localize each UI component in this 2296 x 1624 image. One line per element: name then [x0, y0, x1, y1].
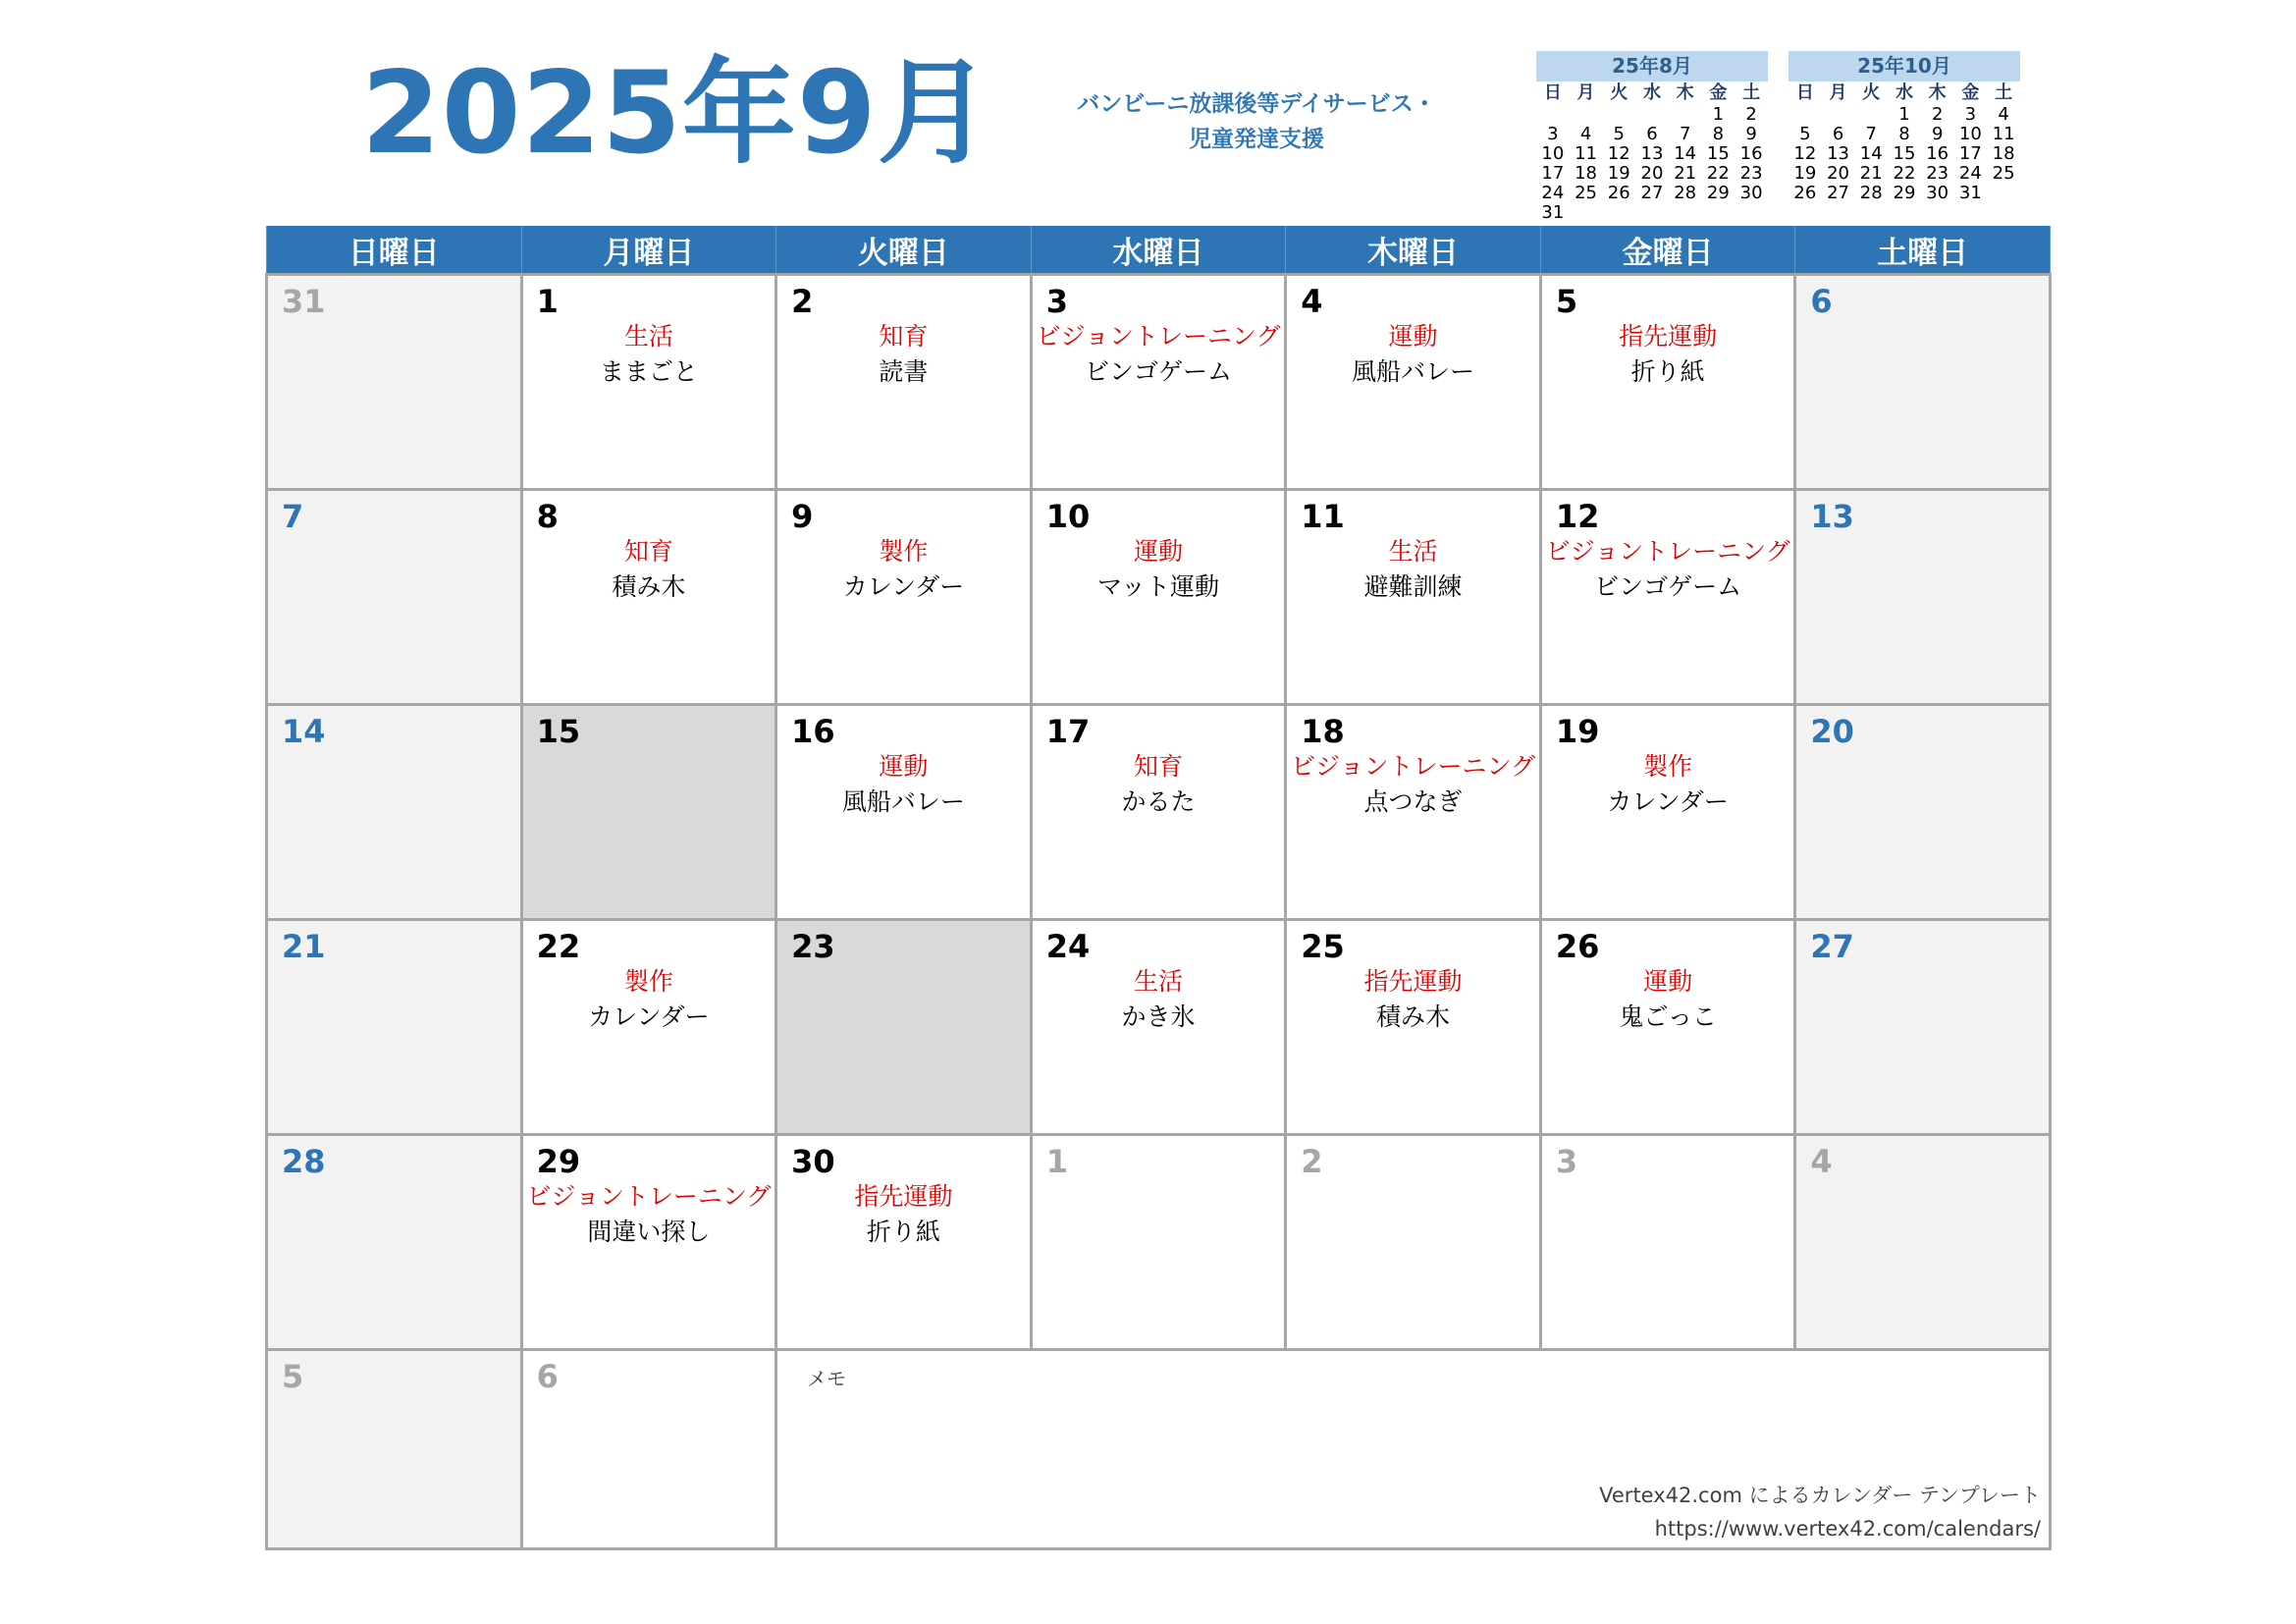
day-cell[interactable] — [776, 705, 1032, 920]
day-number: 24 — [1045, 928, 1091, 965]
day-cell[interactable] — [1286, 275, 1541, 490]
day-number: 16 — [791, 713, 835, 750]
day-cell[interactable] — [521, 705, 776, 920]
mini-day: 28 — [1859, 183, 1883, 203]
mini-day — [1854, 105, 1888, 125]
mini-day — [1789, 105, 1822, 125]
day-cell[interactable] — [776, 275, 1032, 490]
mini-day — [1570, 105, 1603, 125]
day-number: 4 — [1810, 1143, 1833, 1180]
activity-name: かき氷 — [1121, 1002, 1196, 1031]
day-cell[interactable] — [1031, 920, 1286, 1135]
template-credit — [1599, 1479, 2041, 1545]
calendar-week-row — [267, 275, 2051, 490]
day-cell[interactable] — [267, 920, 522, 1135]
weekday-header: 火曜日 — [776, 226, 1032, 275]
activity-name: 鬼ごっこ — [1619, 1002, 1717, 1031]
mini-day: 31 — [1541, 202, 1565, 223]
calendar-week-row — [267, 920, 2051, 1135]
mini-weekday-label: 木 — [1928, 82, 1947, 103]
mini-day: 9 — [1931, 124, 1944, 144]
mini-day: 12 — [1607, 143, 1630, 164]
mini-day — [1669, 105, 1702, 125]
activity-category: ビジョントレーニング — [526, 1182, 772, 1211]
day-number: 9 — [791, 498, 814, 535]
activity-category: 生活 — [623, 322, 673, 351]
mini-day: 16 — [1739, 143, 1763, 164]
day-cell[interactable] — [1795, 920, 2051, 1135]
mini-day — [1635, 105, 1669, 125]
mini-weekday-label: 土 — [1995, 82, 2013, 103]
mini-day: 5 — [1799, 124, 1811, 144]
activity-category: 指先運動 — [1363, 967, 1463, 996]
mini-weekday-label: 日 — [1543, 82, 1562, 103]
mini-day: 8 — [1712, 124, 1725, 144]
credit-line: Vertex42.com によるカレンダー テンプレート — [1599, 1484, 2041, 1507]
mini-day: 13 — [1827, 143, 1849, 164]
activity-name: ままごと — [599, 357, 698, 386]
memo-cell[interactable] — [776, 1350, 2051, 1549]
day-cell[interactable] — [1031, 1135, 1286, 1350]
day-cell[interactable] — [1286, 1135, 1541, 1350]
activity-name: 折り紙 — [1630, 357, 1705, 386]
mini-day: 7 — [1679, 124, 1691, 144]
mini-day: 2 — [1931, 104, 1944, 125]
organization-line-1: バンビーニ放課後等デイサービス・ — [1077, 91, 1436, 117]
day-cell[interactable] — [1795, 275, 2051, 490]
mini-day: 3 — [1547, 124, 1559, 144]
mini-day: 2 — [1745, 104, 1757, 125]
activity-name: 風船バレー — [841, 787, 965, 816]
day-cell[interactable] — [267, 275, 522, 490]
day-cell[interactable] — [521, 920, 776, 1135]
day-number: 1 — [1045, 1143, 1068, 1180]
calendar-week-row — [267, 1135, 2051, 1350]
mini-day: 17 — [1958, 143, 1982, 164]
day-number: 28 — [282, 1143, 326, 1180]
mini-weekday-label: 金 — [1961, 82, 1980, 103]
mini-calendar-grid — [1789, 81, 2020, 203]
activity-category: 運動 — [1643, 967, 1693, 996]
weekday-header: 木曜日 — [1286, 226, 1541, 275]
day-number: 10 — [1045, 498, 1091, 535]
day-cell[interactable] — [1286, 705, 1541, 920]
day-cell[interactable] — [1031, 275, 1286, 490]
mini-day: 20 — [1640, 163, 1664, 184]
mini-weekday-label: 月 — [1829, 82, 1847, 103]
day-cell[interactable] — [1540, 275, 1795, 490]
day-number: 4 — [1301, 283, 1323, 320]
mini-day — [1536, 105, 1570, 125]
day-cell[interactable] — [1540, 705, 1795, 920]
activity-category: 知育 — [1133, 752, 1183, 781]
mini-day: 9 — [1745, 124, 1757, 144]
mini-day: 30 — [1926, 183, 1949, 203]
mini-day: 6 — [1832, 124, 1844, 144]
mini-weekday-label: 木 — [1676, 82, 1694, 103]
mini-day: 15 — [1706, 143, 1730, 164]
day-number: 11 — [1301, 498, 1345, 535]
activity-category: 生活 — [1388, 537, 1438, 566]
mini-day: 26 — [1607, 183, 1630, 203]
mini-day: 7 — [1865, 124, 1877, 144]
mini-day: 15 — [1893, 143, 1916, 164]
mini-day: 28 — [1674, 183, 1697, 203]
day-number: 5 — [1555, 283, 1578, 320]
mini-day: 22 — [1706, 163, 1730, 184]
mini-day: 10 — [1958, 124, 1982, 144]
day-cell[interactable] — [1540, 490, 1795, 705]
day-number: 18 — [1301, 713, 1345, 750]
organization-line-2: 児童発達支援 — [1189, 127, 1324, 152]
mini-day: 23 — [1926, 163, 1949, 184]
day-cell[interactable] — [267, 705, 522, 920]
mini-day: 17 — [1541, 163, 1565, 184]
day-number: 6 — [1810, 283, 1833, 320]
activity-category: 製作 — [623, 967, 673, 996]
mini-day: 11 — [1575, 143, 1597, 164]
day-cell[interactable] — [1031, 490, 1286, 705]
mini-day — [1669, 203, 1702, 223]
day-number: 7 — [282, 498, 304, 535]
day-number: 29 — [536, 1143, 581, 1180]
mini-day: 27 — [1827, 183, 1849, 203]
activity-category: 運動 — [1388, 322, 1438, 351]
mini-day: 26 — [1793, 183, 1817, 203]
mini-day: 31 — [1958, 183, 1982, 203]
calendar-week-row — [267, 705, 2051, 920]
mini-day: 21 — [1859, 163, 1883, 184]
activity-name: 点つなぎ — [1363, 787, 1463, 816]
mini-day: 24 — [1958, 163, 1982, 184]
mini-calendar-header: 25年8月 — [1536, 51, 1768, 81]
day-number: 22 — [536, 928, 581, 965]
mini-day: 14 — [1674, 143, 1697, 164]
activity-category: 製作 — [1643, 752, 1693, 781]
activity-category: 運動 — [1133, 537, 1183, 566]
mini-day: 13 — [1640, 143, 1664, 164]
activity-name: 風船バレー — [1352, 357, 1475, 386]
day-number: 25 — [1301, 928, 1345, 965]
day-number: 14 — [282, 713, 326, 750]
activity-name: 積み木 — [1376, 1002, 1451, 1031]
mini-day: 5 — [1613, 124, 1625, 144]
day-cell[interactable] — [776, 920, 1032, 1135]
organization-name — [1070, 86, 1443, 157]
day-number: 31 — [282, 283, 326, 320]
mini-calendar-grid — [1536, 81, 1768, 223]
mini-weekday-label: 日 — [1795, 82, 1814, 103]
activity-category: 知育 — [623, 537, 673, 566]
day-cell[interactable] — [1286, 920, 1541, 1135]
day-number: 19 — [1555, 713, 1600, 750]
mini-day — [1570, 203, 1603, 223]
mini-day: 1 — [1898, 104, 1910, 125]
day-cell[interactable] — [521, 1350, 776, 1549]
mini-weekday-label: 火 — [1862, 82, 1881, 103]
mini-day: 3 — [1964, 104, 1977, 125]
mini-day: 29 — [1893, 183, 1916, 203]
day-number: 5 — [282, 1358, 304, 1395]
weekday-header: 日曜日 — [267, 226, 522, 275]
mini-day: 6 — [1646, 124, 1658, 144]
day-cell[interactable] — [267, 1350, 522, 1549]
mini-day — [1602, 105, 1635, 125]
day-cell[interactable] — [1540, 1135, 1795, 1350]
day-number: 3 — [1555, 1143, 1578, 1180]
activity-category: ビジョントレーニング — [1291, 752, 1536, 781]
activity-name: かるた — [1121, 787, 1196, 816]
activity-name: マット運動 — [1096, 572, 1219, 601]
weekday-header-row — [267, 226, 2051, 275]
mini-day: 24 — [1541, 183, 1565, 203]
activity-name: カレンダー — [588, 1002, 710, 1031]
day-number: 13 — [1810, 498, 1854, 535]
calendar-week-row — [267, 1350, 2051, 1549]
activity-category: ビジョントレーニング — [1036, 322, 1281, 351]
mini-day: 1 — [1712, 104, 1725, 125]
mini-day: 27 — [1640, 183, 1664, 203]
mini-day: 22 — [1893, 163, 1916, 184]
credit-url: https://www.vertex42.com/calendars/ — [1654, 1517, 2041, 1541]
day-number: 1 — [536, 283, 559, 320]
day-number: 8 — [536, 498, 559, 535]
mini-weekday-label: 水 — [1642, 82, 1661, 103]
mini-day: 25 — [1992, 163, 2015, 184]
activity-category: 指先運動 — [854, 1182, 953, 1211]
mini-day: 18 — [1992, 143, 2015, 164]
day-number: 3 — [1045, 283, 1068, 320]
day-number: 26 — [1555, 928, 1600, 965]
month-calendar — [265, 226, 2052, 1550]
mini-day: 30 — [1739, 183, 1763, 203]
mini-day: 18 — [1575, 163, 1597, 184]
activity-category: 運動 — [879, 752, 929, 781]
activity-name: カレンダー — [842, 572, 965, 601]
day-number: 20 — [1810, 713, 1854, 750]
activity-category: 指先運動 — [1619, 322, 1718, 351]
mini-day: 23 — [1739, 163, 1763, 184]
mini-day — [1635, 203, 1669, 223]
weekday-header: 金曜日 — [1540, 226, 1795, 275]
mini-calendar-next — [1789, 51, 2020, 203]
activity-name: カレンダー — [1607, 787, 1729, 816]
mini-day: 16 — [1926, 143, 1949, 164]
day-cell[interactable] — [267, 490, 522, 705]
activity-name: 積み木 — [612, 572, 686, 601]
mini-day: 29 — [1706, 183, 1730, 203]
mini-day: 10 — [1541, 143, 1565, 164]
mini-day — [1735, 203, 1768, 223]
weekday-header: 土曜日 — [1795, 226, 2051, 275]
day-number: 2 — [1301, 1143, 1323, 1180]
weekday-header: 水曜日 — [1031, 226, 1286, 275]
mini-day: 4 — [1998, 104, 2009, 125]
activity-name: 折り紙 — [866, 1218, 940, 1246]
day-cell[interactable] — [521, 275, 776, 490]
weekday-header: 月曜日 — [521, 226, 776, 275]
calendar-week-row — [267, 490, 2051, 705]
day-number: 6 — [536, 1358, 559, 1395]
day-cell[interactable] — [1540, 920, 1795, 1135]
mini-day: 19 — [1793, 163, 1817, 184]
day-cell[interactable] — [521, 490, 776, 705]
day-cell[interactable] — [521, 1135, 776, 1350]
day-cell[interactable] — [1795, 490, 2051, 705]
mini-weekday-label: 火 — [1610, 82, 1629, 103]
mini-day: 8 — [1898, 124, 1910, 144]
activity-category: ビジョントレーニング — [1545, 537, 1790, 566]
mini-day: 12 — [1793, 143, 1817, 164]
day-cell[interactable] — [776, 490, 1032, 705]
mini-calendar-prev — [1536, 51, 1768, 223]
activity-name: 間違い探し — [587, 1218, 711, 1246]
mini-day: 20 — [1827, 163, 1849, 184]
activity-name: ビンゴゲーム — [1594, 572, 1742, 601]
day-number: 30 — [791, 1143, 835, 1180]
mini-weekday-label: 月 — [1576, 82, 1595, 103]
mini-day — [1602, 203, 1635, 223]
day-number: 21 — [282, 928, 326, 965]
page-title: 2025年9月 — [361, 47, 992, 180]
mini-day — [1702, 203, 1735, 223]
day-cell[interactable] — [267, 1135, 522, 1350]
activity-name: 避難訓練 — [1363, 572, 1463, 601]
day-cell[interactable] — [776, 1135, 1032, 1350]
day-cell[interactable] — [1286, 490, 1541, 705]
mini-weekday-label: 金 — [1709, 82, 1728, 103]
mini-day: 25 — [1575, 183, 1597, 203]
mini-day: 19 — [1607, 163, 1630, 184]
day-number: 27 — [1810, 928, 1854, 965]
activity-category: 知育 — [879, 322, 929, 351]
mini-day: 21 — [1674, 163, 1697, 184]
activity-category: 生活 — [1133, 967, 1183, 996]
mini-day — [1987, 184, 2020, 203]
mini-day — [1822, 105, 1855, 125]
day-number: 2 — [791, 283, 814, 320]
day-number: 12 — [1555, 498, 1600, 535]
day-number: 23 — [791, 928, 835, 965]
mini-weekday-label: 土 — [1742, 82, 1761, 103]
activity-name: 読書 — [879, 357, 929, 386]
mini-calendar-header: 25年10月 — [1789, 51, 2020, 81]
mini-weekday-label: 水 — [1895, 82, 1913, 103]
activity-category: 製作 — [879, 537, 929, 566]
day-number: 15 — [536, 713, 581, 750]
day-cell[interactable] — [1795, 705, 2051, 920]
mini-day: 11 — [1992, 124, 2015, 144]
day-cell[interactable] — [1031, 705, 1286, 920]
mini-day: 4 — [1579, 124, 1592, 144]
activity-name: ビンゴゲーム — [1084, 357, 1232, 386]
mini-day: 14 — [1859, 143, 1883, 164]
day-number: 17 — [1045, 713, 1091, 750]
memo-label: メモ — [807, 1367, 847, 1390]
day-cell[interactable] — [1795, 1135, 2051, 1350]
